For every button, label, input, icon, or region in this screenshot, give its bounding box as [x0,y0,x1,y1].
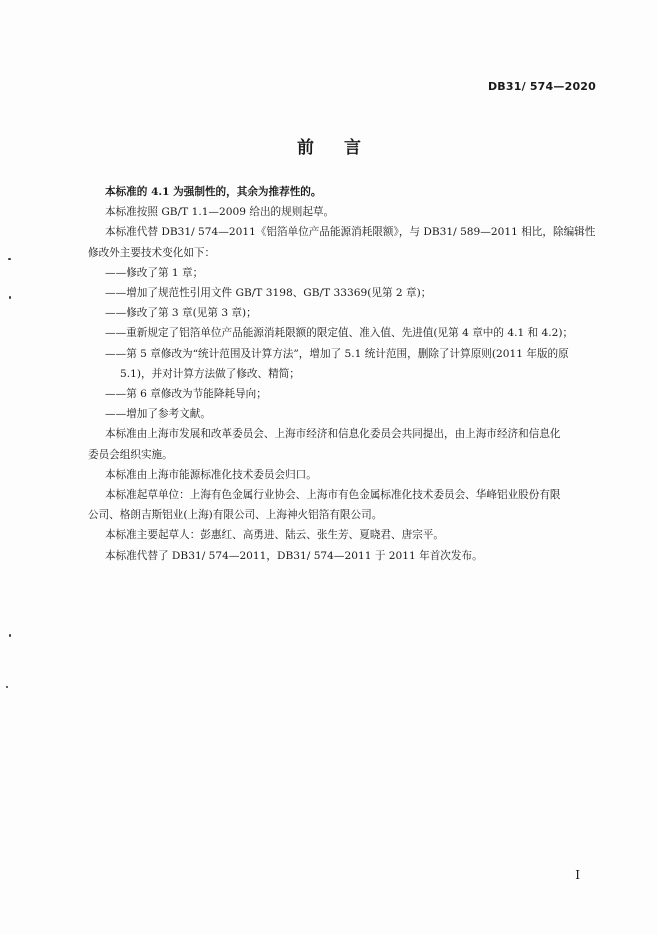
paragraph-mandatory-clause: 本标准的 4.1 为强制性的，其余为推荐性的。 [105,186,322,198]
scan-speck [8,258,11,260]
document-code: DB31/ 574—2020 [487,80,596,93]
page-title: 前言 [297,138,391,158]
document-body [88,182,600,566]
paragraph-replaces-line1: 本标准代替 DB31/ 574—2011《铝箔单位产品能源消耗限额》，与 DB31/ 589—2011 相比，除编辑性 [105,226,596,239]
paragraph-drafting-rules: 本标准按照 GB/T 1.1—2009 给出的规则起草。 [105,206,335,219]
scan-speck [9,634,11,637]
page-number: I [575,868,580,882]
paragraph-proposer-line2: 委员会组织实施。 [88,448,173,461]
paragraph-replaces-line2: 修改外主要技术变化如下： [88,246,216,259]
change-item-6: ——第 6 章修改为节能降耗导向； [105,388,267,401]
paragraph-administered-by: 本标准由上海市能源标准化技术委员会归口。 [105,468,317,481]
scan-speck [9,296,11,299]
paragraph-drafting-units-line2: 公司、格朗吉斯铝业(上海)有限公司、上海神火铝箔有限公司。 [88,509,383,522]
change-item-2: ——增加了规范性引用文件 GB/T 3198、GB/T 33369(见第 2 章)； [105,287,432,300]
scan-speck [6,686,8,688]
paragraph-proposer-line1: 本标准由上海市发展和改革委员会、上海市经济和信息化委员会共同提出，由上海市经济和信息化 [105,428,561,441]
paragraph-drafters: 本标准主要起草人：彭惠红、高勇进、陆云、张生芳、夏晓君、唐宗平。 [105,529,444,542]
change-item-5-line2: 5.1)，并对计算方法做了修改、精简； [120,367,300,380]
change-item-4: ——重新规定了铝箔单位产品能源消耗限额的限定值、准入值、先进值(见第 4 章中的 4.1 和 4.2)； [105,327,574,340]
change-item-3: ——修改了第 3 章(见第 3 章)； [105,307,257,320]
paragraph-drafting-units-line1: 本标准起草单位：上海有色金属行业协会、上海市有色金属标准化技术委员会、华峰铝业股份有限 [105,489,561,502]
change-item-7: ——增加了参考文献。 [105,408,211,421]
change-item-1: ——修改了第 1 章； [105,266,204,279]
paragraph-history: 本标准代替了 DB31/ 574—2011，DB31/ 574—2011 于 2011 年首次发布。 [105,549,483,562]
change-item-5-line1: ——第 5 章修改为“统计范围及计算方法”，增加了 5.1 统计范围，删除了计算原则(2011 年版的原 [105,347,569,360]
